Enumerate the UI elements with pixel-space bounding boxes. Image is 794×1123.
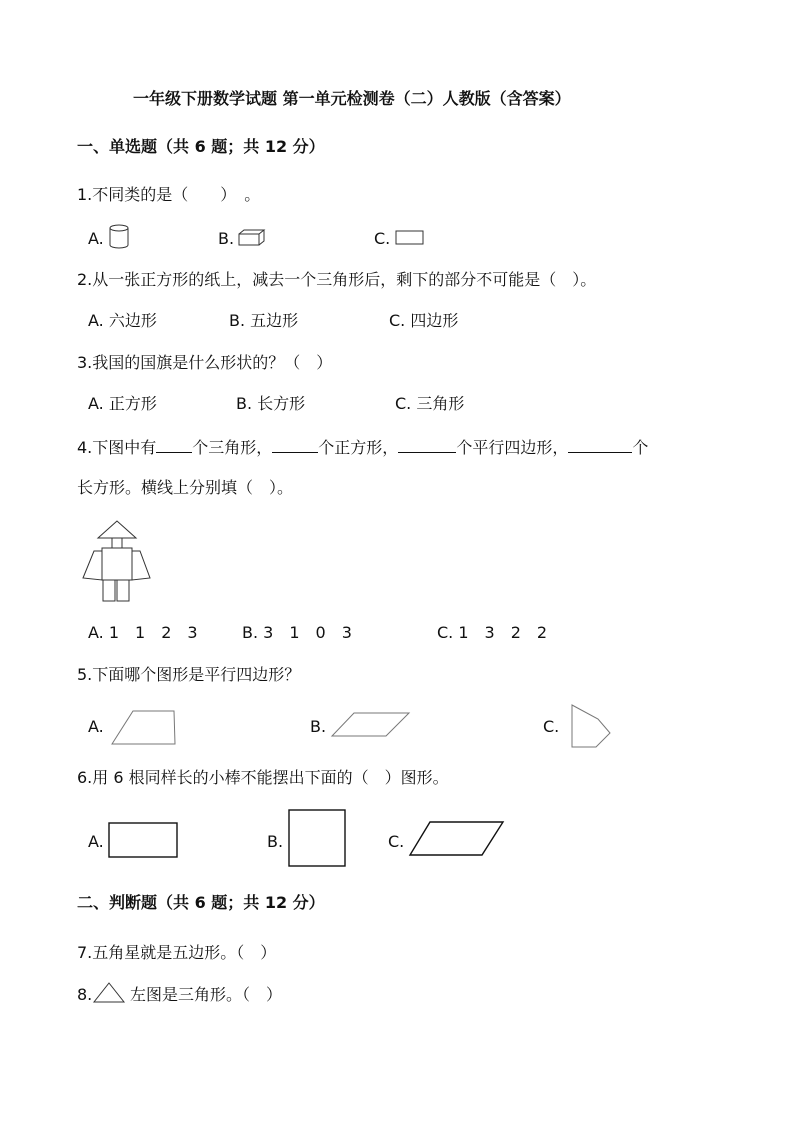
question-4-text-2: 个三角形， xyxy=(192,438,273,457)
question-2-option-a: A. 六边形 xyxy=(88,311,157,330)
question-1-option-a-label: A. xyxy=(88,229,104,248)
blank-line xyxy=(398,436,456,453)
question-3-stem: 3.我国的国旗是什么形状的？（ ） xyxy=(77,353,333,372)
question-4-text-4: 个平行四边形， xyxy=(456,438,569,457)
question-4-option-c: C. 1 3 2 2 xyxy=(437,623,548,642)
parallelogram-shape-icon xyxy=(408,820,506,858)
question-6-stem: 6.用 6 根同样长的小棒不能摆出下面的（ ）图形。 xyxy=(77,768,449,787)
question-4-text-3: 个正方形， xyxy=(318,438,399,457)
question-2-stem: 2.从一张正方形的纸上，减去一个三角形后，剩下的部分不可能是（ ）。 xyxy=(77,270,597,289)
question-4-stem-line-2: 长方形。横线上分别填（ ）。 xyxy=(77,478,294,497)
question-4-text-1: 4.下图中有 xyxy=(77,438,157,457)
question-3-option-b: B. 长方形 xyxy=(236,394,306,413)
square-shape-icon xyxy=(288,809,348,869)
blank-line xyxy=(272,436,318,453)
question-6-option-b-label: B. xyxy=(267,832,284,851)
parallelogram-shape-icon xyxy=(330,711,412,739)
trapezoid-shape-icon xyxy=(110,709,178,747)
blank-line xyxy=(568,436,632,453)
question-4-option-b: B. 3 1 0 3 xyxy=(242,623,352,642)
question-3-option-c: C. 三角形 xyxy=(395,394,465,413)
question-7-stem: 7.五角星就是五边形。（ ） xyxy=(77,943,277,962)
cuboid-icon xyxy=(238,229,266,247)
question-4-text-5: 个 xyxy=(632,438,649,457)
rectangle-shape-icon xyxy=(395,230,425,246)
question-3-option-a: A. 正方形 xyxy=(88,394,157,413)
section-heading-single-choice: 一、单选题（共 6 题；共 12 分） xyxy=(77,137,325,156)
question-5-option-a-label: A. xyxy=(88,717,104,736)
rectangle-shape-icon xyxy=(108,822,180,860)
question-5-option-b-label: B. xyxy=(310,717,327,736)
cylinder-icon xyxy=(108,224,132,250)
question-5-option-c-label: C. xyxy=(543,717,560,736)
blank-line xyxy=(156,436,192,453)
robot-figure-icon xyxy=(82,520,152,604)
question-4-stem-line-1 xyxy=(77,436,648,458)
section-heading-true-false: 二、判断题（共 6 题；共 12 分） xyxy=(77,893,325,912)
pentagon-shape-icon xyxy=(570,703,614,751)
question-1-option-c-label: C. xyxy=(374,229,391,248)
question-6-option-a-label: A. xyxy=(88,832,104,851)
question-2-option-b: B. 五边形 xyxy=(229,311,299,330)
question-6-option-c-label: C. xyxy=(388,832,405,851)
question-4-option-a: A. 1 1 2 3 xyxy=(88,623,198,642)
question-2-option-c: C. 四边形 xyxy=(389,311,459,330)
question-8-number: 8. xyxy=(77,985,93,1004)
page-title: 一年级下册数学试题 第一单元检测卷（二）人教版（含答案） xyxy=(133,89,571,108)
triangle-shape-icon xyxy=(93,981,127,1005)
question-1-option-b-label: B. xyxy=(218,229,235,248)
question-1-stem: 1.不同类的是（ ） 。 xyxy=(77,185,261,204)
question-5-stem: 5.下面哪个图形是平行四边形？ xyxy=(77,665,301,684)
question-8-stem: 左图是三角形。（ ） xyxy=(130,985,283,1004)
